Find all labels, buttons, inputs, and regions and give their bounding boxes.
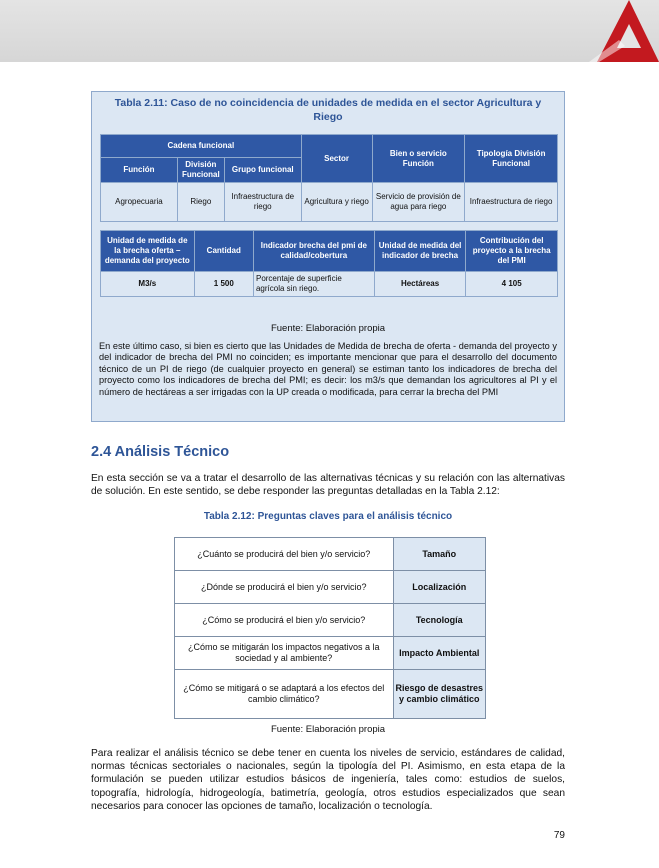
grupo-funcional-header: Grupo funcional (224, 158, 301, 183)
table-cell: Porcentaje de superficie agrícola sin riego. (253, 272, 374, 297)
indicador-header: Indicador brecha del pmi de calidad/cobertura (253, 231, 374, 272)
funcion-header: Función (101, 158, 178, 183)
answer-cell: Localización (393, 571, 485, 604)
table-2-12-caption: Tabla 2.12: Preguntas claves para el análisis técnico (203, 511, 453, 522)
question-cell: ¿Cómo se mitigará o se adaptará a los efectos del cambio climático? (175, 670, 394, 719)
division-funcional-header: División Funcional (177, 158, 224, 183)
key-questions-table (174, 537, 486, 719)
answer-cell: Tamaño (393, 538, 485, 571)
tipologia-header: Tipología División Funcional (465, 135, 558, 183)
table-cell: 1 500 (194, 272, 253, 297)
question-cell: ¿Cuánto se producirá del bien y/o servicio? (175, 538, 394, 571)
sector-header: Sector (301, 135, 372, 183)
table-cell: Infraestructura de riego (465, 183, 558, 222)
table-cell: Agricultura y riego (301, 183, 372, 222)
table-cell: 4 105 (466, 272, 558, 297)
table-cell: Agropecuaria (101, 183, 178, 222)
red-triangle-logo-icon (589, 0, 659, 62)
functional-chain-table (100, 134, 558, 222)
contribucion-header: Contribución del proyecto a la brecha del PMI (466, 231, 558, 272)
answer-cell: Impacto Ambiental (393, 637, 485, 670)
table-cell: Servicio de provisión de agua para riego (372, 183, 465, 222)
question-cell: ¿Dónde se producirá el bien y/o servicio? (175, 571, 394, 604)
source-note: Fuente: Elaboración propia (270, 323, 386, 334)
header-band (0, 0, 659, 62)
section-title: 2.4 Análisis Técnico (91, 444, 230, 460)
unidad-brecha-header: Unidad de medida de la brecha oferta – demanda del proyecto (101, 231, 195, 272)
section-paragraph-1: En esta sección se va a tratar el desarrollo de las alternativas técnicas y su relación con las alternativas de solución. En este sentido, se debe responder las preguntas detalladas en la Tabla 2.12: (91, 473, 565, 498)
page-number: 79 (553, 830, 565, 841)
measurement-units-table (100, 230, 558, 297)
table-cell: Hectáreas (374, 272, 466, 297)
answer-cell: Riesgo de desastres y cambio climático (393, 670, 485, 719)
cadena-funcional-header: Cadena funcional (101, 135, 302, 158)
table-2-11-title: Tabla 2.11: Caso de no coincidencia de unidades de medida en el sector Agricultura y Riego (114, 97, 542, 123)
table-2-11-box (91, 91, 565, 422)
cantidad-header: Cantidad (194, 231, 253, 272)
question-cell: ¿Cómo se mitigarán los impactos negativos a la sociedad y al ambiente? (175, 637, 394, 670)
unidad-indicador-header: Unidad de medida del indicador de brecha (374, 231, 466, 272)
source-note: Fuente: Elaboración propia (270, 724, 386, 735)
table-cell: M3/s (101, 272, 195, 297)
table-cell: Riego (177, 183, 224, 222)
section-paragraph-2: Para realizar el análisis técnico se debe tener en cuenta los niveles de servicio, estándares de calidad, normas técnicas sectoriales o nacionales, según la tipología del PI. Asimismo, en esta etapa de la formulación se pueden utilizar estudios básicos de ingeniería, tales como: estudios de suelos, topografía, hidrología, hidrogeología, batimetría, geología, otros estudios especializados que sean necesarios para conocer las opciones de tamaño, localización o tecnología. (91, 748, 565, 812)
question-cell: ¿Cómo se producirá el bien y/o servicio? (175, 604, 394, 637)
table-cell: Infraestructura de riego (224, 183, 301, 222)
answer-cell: Tecnología (393, 604, 485, 637)
box-paragraph: En este último caso, si bien es cierto que las Unidades de Medida de brecha de oferta - demanda del proyecto y del indicador de brecha del PMI no coinciden; es importante mencionar que para el desarrollo del documento técnico de un PI de riego (de cualquier proyecto en general) se estiman tanto los indicadores de brecha del proyecto como los indicadores de brecha del PMI; es decir: los m3/s que demandan los agricultores al PI y el número de hectáreas a ser irrigadas con la UP creada o modificada, para cerrar la brecha del PMI (99, 341, 557, 397)
bien-servicio-header: Bien o servicio Función (372, 135, 465, 183)
